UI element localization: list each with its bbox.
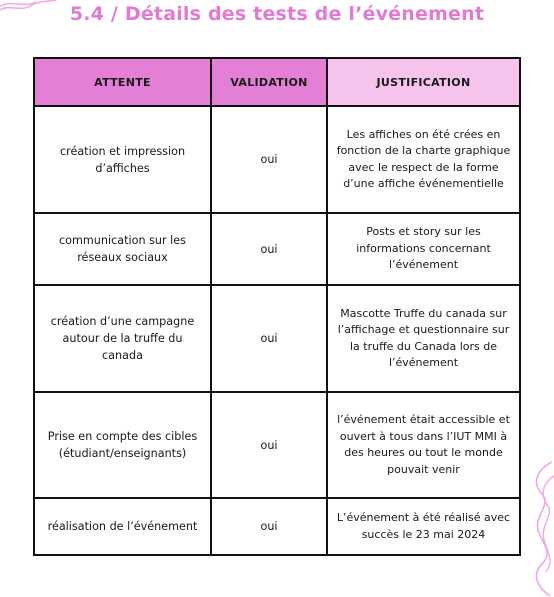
table-header-row <box>34 58 520 106</box>
cell-justification: Les affiches on été crées en fonction de la charte graphique avec le respect de la forme d’une affiche événementielle <box>327 106 520 213</box>
cell-justification: Mascotte Truffe du canada sur l’affichage et questionnaire sur la truffe du Canada lors de l’événement <box>327 285 520 392</box>
header-attente: ATTENTE <box>34 58 211 106</box>
cell-validation: oui <box>211 392 327 498</box>
cell-validation: oui <box>211 106 327 213</box>
cell-attente: communication sur les réseaux sociaux <box>34 213 211 285</box>
table-row <box>34 498 520 555</box>
cell-attente: création d’une campagne autour de la truffe du canada <box>34 285 211 392</box>
table-row <box>34 285 520 392</box>
cell-attente: Prise en compte des cibles (étudiant/enseignants) <box>34 392 211 498</box>
header-validation: VALIDATION <box>211 58 327 106</box>
cell-justification: Posts et story sur les informations concernant l’événement <box>327 213 520 285</box>
table-row <box>34 106 520 213</box>
decorative-squiggle-right <box>528 460 554 597</box>
cell-justification: L’événement à été réalisé avec succès le 23 mai 2024 <box>327 498 520 555</box>
table-row <box>34 213 520 285</box>
cell-attente: création et impression d’affiches <box>34 106 211 213</box>
table-row <box>34 392 520 498</box>
cell-attente: réalisation de l’événement <box>34 498 211 555</box>
cell-validation: oui <box>211 285 327 392</box>
cell-validation: oui <box>211 213 327 285</box>
cell-justification: l’événement était accessible et ouvert à tous dans l’IUT MMI à des heures ou tout le monde pouvait venir <box>327 392 520 498</box>
test-details-table <box>33 57 521 556</box>
header-justification: JUSTIFICATION <box>327 58 520 106</box>
page-title: 5.4 / Détails des tests de l’événement <box>69 3 485 25</box>
cell-validation: oui <box>211 498 327 555</box>
